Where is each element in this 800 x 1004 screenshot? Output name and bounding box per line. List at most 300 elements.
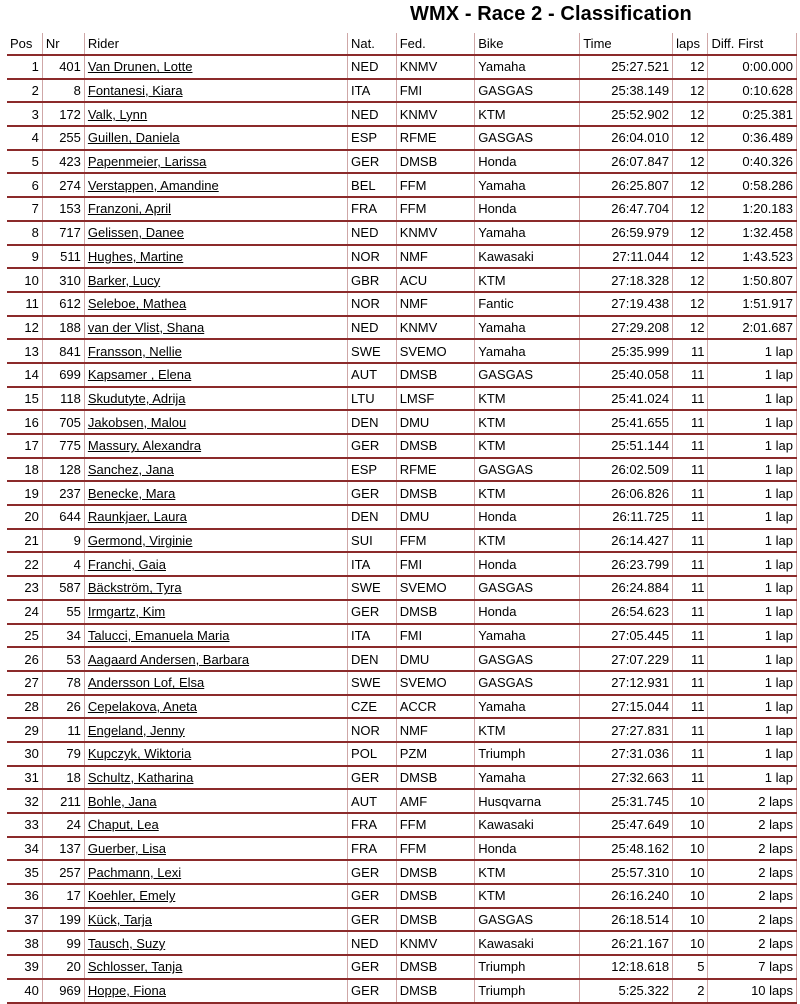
- cell-diff: 2 laps: [708, 813, 797, 837]
- cell-laps: 12: [673, 268, 708, 292]
- cell-nr: 118: [42, 387, 84, 411]
- cell-laps: 12: [673, 150, 708, 174]
- cell-pos: 24: [7, 600, 42, 624]
- cell-bike: KTM: [475, 860, 580, 884]
- cell-bike: Yamaha: [475, 766, 580, 790]
- cell-nr: 17: [42, 884, 84, 908]
- cell-bike: Honda: [475, 505, 580, 529]
- cell-diff: 1:32.458: [708, 221, 797, 245]
- rider-link[interactable]: Bäckström, Tyra: [87, 580, 182, 596]
- cell-nat: NOR: [348, 292, 397, 316]
- cell-nat: GBR: [348, 268, 397, 292]
- cell-fed: DMSB: [396, 766, 475, 790]
- cell-diff: 1 lap: [708, 766, 797, 790]
- cell-laps: 5: [673, 955, 708, 979]
- cell-nr: 969: [42, 979, 84, 1003]
- cell-nr: 717: [42, 221, 84, 245]
- cell-fed: LMSF: [396, 387, 475, 411]
- cell-pos: 39: [7, 955, 42, 979]
- page-title: WMX - Race 2 - Classification: [410, 3, 692, 25]
- cell-diff: 1 lap: [708, 363, 797, 387]
- cell-laps: 10: [673, 884, 708, 908]
- cell-time: 12:18.618: [580, 955, 673, 979]
- cell-diff: 0:25.381: [708, 102, 797, 126]
- cell-nat: NED: [348, 931, 397, 955]
- cell-rider: [84, 363, 347, 387]
- cell-nat: NED: [348, 102, 397, 126]
- cell-time: 26:24.884: [580, 576, 673, 600]
- cell-fed: FFM: [396, 529, 475, 553]
- cell-nr: 257: [42, 860, 84, 884]
- cell-rider: [84, 126, 347, 150]
- cell-nat: ESP: [348, 458, 397, 482]
- cell-nat: SWE: [348, 339, 397, 363]
- table-row: [7, 458, 797, 482]
- rider-link[interactable]: Fransson, Nellie: [87, 343, 182, 359]
- cell-nat: SUI: [348, 529, 397, 553]
- cell-diff: 1:51.917: [708, 292, 797, 316]
- cell-fed: DMSB: [396, 600, 475, 624]
- cell-time: 26:06.826: [580, 481, 673, 505]
- cell-diff: 1 lap: [708, 481, 797, 505]
- cell-laps: 11: [673, 552, 708, 576]
- cell-bike: Kawasaki: [475, 931, 580, 955]
- cell-fed: FMI: [396, 79, 475, 103]
- cell-rider: [84, 221, 347, 245]
- table-row: [7, 292, 797, 316]
- rider-link[interactable]: Sanchez, Jana: [87, 462, 174, 478]
- cell-rider: [84, 245, 347, 269]
- cell-pos: 7: [7, 197, 42, 221]
- cell-nat: ITA: [348, 552, 397, 576]
- cell-rider: [84, 55, 347, 79]
- cell-bike: KTM: [475, 718, 580, 742]
- table-row: [7, 126, 797, 150]
- cell-laps: 12: [673, 126, 708, 150]
- cell-nat: ESP: [348, 126, 397, 150]
- cell-nat: BEL: [348, 173, 397, 197]
- cell-pos: 32: [7, 789, 42, 813]
- cell-time: 5:25.322: [580, 979, 673, 1003]
- cell-diff: 1 lap: [708, 576, 797, 600]
- cell-time: 27:18.328: [580, 268, 673, 292]
- cell-rider: [84, 102, 347, 126]
- cell-laps: 12: [673, 245, 708, 269]
- cell-nr: 237: [42, 481, 84, 505]
- cell-diff: 2 laps: [708, 931, 797, 955]
- cell-laps: 11: [673, 766, 708, 790]
- table-row: [7, 150, 797, 174]
- cell-rider: [84, 624, 347, 648]
- cell-nr: 153: [42, 197, 84, 221]
- cell-nat: NED: [348, 55, 397, 79]
- cell-pos: 17: [7, 434, 42, 458]
- cell-nat: GER: [348, 600, 397, 624]
- cell-bike: GASGAS: [475, 908, 580, 932]
- table-body: [7, 55, 797, 1003]
- rider-link[interactable]: Aagaard Andersen, Barbara: [87, 651, 250, 667]
- cell-pos: 25: [7, 624, 42, 648]
- cell-nat: GER: [348, 979, 397, 1003]
- cell-nr: 26: [42, 695, 84, 719]
- cell-nr: 612: [42, 292, 84, 316]
- cell-bike: Kawasaki: [475, 245, 580, 269]
- cell-nr: 401: [42, 55, 84, 79]
- cell-nr: 423: [42, 150, 84, 174]
- table-row: [7, 339, 797, 363]
- column-header-rider: Rider: [84, 33, 347, 55]
- cell-rider: [84, 884, 347, 908]
- cell-diff: 1 lap: [708, 387, 797, 411]
- cell-fed: FFM: [396, 813, 475, 837]
- page-header: [0, 0, 800, 30]
- cell-pos: 8: [7, 221, 42, 245]
- table-row: [7, 316, 797, 340]
- cell-nat: SWE: [348, 671, 397, 695]
- cell-rider: [84, 505, 347, 529]
- cell-diff: 1 lap: [708, 458, 797, 482]
- rider-link[interactable]: Koehler, Emely: [87, 888, 176, 904]
- cell-pos: 19: [7, 481, 42, 505]
- cell-rider: [84, 908, 347, 932]
- cell-nat: GER: [348, 434, 397, 458]
- cell-time: 25:48.162: [580, 837, 673, 861]
- rider-link[interactable]: Barker, Lucy: [87, 272, 161, 288]
- cell-bike: KTM: [475, 434, 580, 458]
- cell-nr: 24: [42, 813, 84, 837]
- table-row: [7, 884, 797, 908]
- cell-laps: 11: [673, 742, 708, 766]
- cell-pos: 21: [7, 529, 42, 553]
- rider-link[interactable]: Hughes, Martine: [87, 248, 184, 264]
- cell-rider: [84, 742, 347, 766]
- cell-nat: DEN: [348, 505, 397, 529]
- cell-time: 27:12.931: [580, 671, 673, 695]
- table-row: [7, 718, 797, 742]
- rider-link[interactable]: Germond, Virginie: [87, 533, 193, 549]
- rider-link[interactable]: Hoppe, Fiona: [87, 983, 166, 999]
- cell-laps: 10: [673, 908, 708, 932]
- cell-nr: 9: [42, 529, 84, 553]
- table-row: [7, 363, 797, 387]
- cell-time: 25:47.649: [580, 813, 673, 837]
- table-row: [7, 647, 797, 671]
- cell-diff: 2 laps: [708, 789, 797, 813]
- rider-link[interactable]: Gelissen, Danee: [87, 225, 185, 241]
- cell-pos: 13: [7, 339, 42, 363]
- cell-rider: [84, 458, 347, 482]
- rider-link[interactable]: Valk, Lynn: [87, 106, 148, 122]
- column-header-fed: Fed.: [396, 33, 475, 55]
- rider-link[interactable]: Raunkjaer, Laura: [87, 509, 187, 525]
- cell-time: 27:27.831: [580, 718, 673, 742]
- cell-rider: [84, 79, 347, 103]
- cell-nr: 172: [42, 102, 84, 126]
- table-row: [7, 245, 797, 269]
- cell-rider: [84, 647, 347, 671]
- cell-nr: 199: [42, 908, 84, 932]
- table-row: [7, 410, 797, 434]
- cell-pos: 34: [7, 837, 42, 861]
- rider-link[interactable]: Massury, Alexandra: [87, 438, 202, 454]
- cell-rider: [84, 718, 347, 742]
- cell-diff: 1 lap: [708, 718, 797, 742]
- rider-link[interactable]: Chaput, Lea: [87, 817, 159, 833]
- cell-laps: 11: [673, 363, 708, 387]
- rider-link[interactable]: Pachmann, Lexi: [87, 864, 182, 880]
- cell-laps: 12: [673, 102, 708, 126]
- cell-diff: 10 laps: [708, 979, 797, 1003]
- cell-time: 26:07.847: [580, 150, 673, 174]
- cell-time: 27:19.438: [580, 292, 673, 316]
- cell-bike: Fantic: [475, 292, 580, 316]
- table-row: [7, 55, 797, 79]
- table-row: [7, 742, 797, 766]
- cell-pos: 15: [7, 387, 42, 411]
- cell-diff: 1 lap: [708, 624, 797, 648]
- cell-fed: DMSB: [396, 884, 475, 908]
- cell-laps: 11: [673, 600, 708, 624]
- cell-nr: 8: [42, 79, 84, 103]
- cell-diff: 0:00.000: [708, 55, 797, 79]
- cell-fed: DMSB: [396, 481, 475, 505]
- cell-bike: Honda: [475, 150, 580, 174]
- cell-pos: 6: [7, 173, 42, 197]
- cell-fed: KNMV: [396, 316, 475, 340]
- cell-diff: 1:20.183: [708, 197, 797, 221]
- cell-nat: AUT: [348, 363, 397, 387]
- cell-rider: [84, 481, 347, 505]
- table-row: [7, 102, 797, 126]
- cell-laps: 2: [673, 979, 708, 1003]
- cell-time: 25:51.144: [580, 434, 673, 458]
- rider-link[interactable]: Irmgartz, Kim: [87, 604, 166, 620]
- rider-link[interactable]: Kupczyk, Wiktoria: [87, 746, 192, 762]
- cell-nr: 128: [42, 458, 84, 482]
- cell-diff: 1 lap: [708, 647, 797, 671]
- cell-bike: KTM: [475, 410, 580, 434]
- rider-link[interactable]: Jakobsen, Malou: [87, 414, 187, 430]
- rider-link[interactable]: Engeland, Jenny: [87, 722, 185, 738]
- column-header-bike: Bike: [475, 33, 580, 55]
- rider-link[interactable]: Papenmeier, Larissa: [87, 154, 207, 170]
- rider-link[interactable]: Andersson Lof, Elsa: [87, 675, 205, 691]
- cell-time: 25:38.149: [580, 79, 673, 103]
- cell-pos: 9: [7, 245, 42, 269]
- cell-time: 26:14.427: [580, 529, 673, 553]
- cell-pos: 11: [7, 292, 42, 316]
- cell-rider: [84, 789, 347, 813]
- cell-pos: 4: [7, 126, 42, 150]
- column-header-nat: Nat.: [348, 33, 397, 55]
- cell-time: 26:16.240: [580, 884, 673, 908]
- cell-fed: RFME: [396, 458, 475, 482]
- cell-nr: 587: [42, 576, 84, 600]
- cell-diff: 2 laps: [708, 884, 797, 908]
- cell-pos: 40: [7, 979, 42, 1003]
- cell-nat: GER: [348, 884, 397, 908]
- cell-laps: 11: [673, 434, 708, 458]
- cell-rider: [84, 552, 347, 576]
- rider-link[interactable]: Schlosser, Tanja: [87, 959, 183, 975]
- cell-nr: 644: [42, 505, 84, 529]
- cell-pos: 30: [7, 742, 42, 766]
- table-row: [7, 860, 797, 884]
- cell-nat: LTU: [348, 387, 397, 411]
- cell-nat: GER: [348, 766, 397, 790]
- cell-nat: ITA: [348, 79, 397, 103]
- rider-link[interactable]: Verstappen, Amandine: [87, 177, 219, 193]
- cell-bike: GASGAS: [475, 647, 580, 671]
- rider-link[interactable]: Cepelakova, Aneta: [87, 698, 198, 714]
- cell-time: 27:29.208: [580, 316, 673, 340]
- rider-link[interactable]: Kück, Tarja: [87, 912, 152, 928]
- cell-time: 26:02.509: [580, 458, 673, 482]
- rider-link[interactable]: Fontanesi, Kiara: [87, 83, 183, 99]
- table-row: [7, 931, 797, 955]
- cell-bike: Yamaha: [475, 624, 580, 648]
- rider-link[interactable]: Schultz, Katharina: [87, 769, 194, 785]
- cell-nr: 34: [42, 624, 84, 648]
- rider-link[interactable]: van der Vlist, Shana: [87, 319, 205, 335]
- cell-laps: 11: [673, 695, 708, 719]
- cell-bike: Triumph: [475, 979, 580, 1003]
- cell-nr: 78: [42, 671, 84, 695]
- cell-bike: KTM: [475, 529, 580, 553]
- cell-bike: KTM: [475, 884, 580, 908]
- table-row: [7, 837, 797, 861]
- rider-link[interactable]: Franchi, Gaia: [87, 556, 166, 572]
- cell-bike: Husqvarna: [475, 789, 580, 813]
- cell-fed: FFM: [396, 173, 475, 197]
- cell-nr: 188: [42, 316, 84, 340]
- table-row: [7, 552, 797, 576]
- cell-nat: GER: [348, 908, 397, 932]
- table-row: [7, 434, 797, 458]
- cell-fed: RFME: [396, 126, 475, 150]
- rider-link[interactable]: Skudutyte, Adrija: [87, 390, 186, 406]
- cell-nat: GER: [348, 860, 397, 884]
- cell-pos: 27: [7, 671, 42, 695]
- cell-nat: GER: [348, 481, 397, 505]
- cell-fed: KNMV: [396, 102, 475, 126]
- cell-bike: Yamaha: [475, 695, 580, 719]
- cell-time: 26:23.799: [580, 552, 673, 576]
- cell-nr: 274: [42, 173, 84, 197]
- rider-link[interactable]: Franzoni, April: [87, 201, 171, 217]
- cell-nat: NOR: [348, 718, 397, 742]
- table-row: [7, 695, 797, 719]
- cell-laps: 10: [673, 860, 708, 884]
- cell-rider: [84, 268, 347, 292]
- cell-nat: NED: [348, 221, 397, 245]
- cell-rider: [84, 292, 347, 316]
- table-row: [7, 600, 797, 624]
- rider-link[interactable]: Tausch, Suzy: [87, 935, 166, 951]
- cell-diff: 1:43.523: [708, 245, 797, 269]
- cell-bike: KTM: [475, 481, 580, 505]
- cell-bike: GASGAS: [475, 576, 580, 600]
- rider-link[interactable]: Guillen, Daniela: [87, 130, 180, 146]
- cell-nr: 255: [42, 126, 84, 150]
- cell-bike: Honda: [475, 197, 580, 221]
- cell-diff: 7 laps: [708, 955, 797, 979]
- rider-link[interactable]: Kapsamer , Elena: [87, 367, 192, 383]
- cell-bike: KTM: [475, 268, 580, 292]
- table-header: [7, 33, 797, 55]
- cell-rider: [84, 173, 347, 197]
- cell-nat: FRA: [348, 837, 397, 861]
- rider-link[interactable]: Talucci, Emanuela Maria: [87, 627, 230, 643]
- cell-laps: 11: [673, 576, 708, 600]
- cell-bike: Yamaha: [475, 339, 580, 363]
- cell-fed: FFM: [396, 197, 475, 221]
- cell-diff: 2 laps: [708, 837, 797, 861]
- cell-nat: AUT: [348, 789, 397, 813]
- cell-time: 26:25.807: [580, 173, 673, 197]
- cell-bike: GASGAS: [475, 126, 580, 150]
- cell-nr: 53: [42, 647, 84, 671]
- cell-bike: Triumph: [475, 742, 580, 766]
- cell-time: 25:35.999: [580, 339, 673, 363]
- cell-nr: 211: [42, 789, 84, 813]
- cell-time: 26:18.514: [580, 908, 673, 932]
- rider-link[interactable]: Benecke, Mara: [87, 485, 176, 501]
- cell-fed: PZM: [396, 742, 475, 766]
- cell-fed: FMI: [396, 624, 475, 648]
- cell-fed: DMSB: [396, 955, 475, 979]
- table-row: [7, 789, 797, 813]
- column-header-nr: Nr: [42, 33, 84, 55]
- cell-nr: 775: [42, 434, 84, 458]
- cell-time: 25:57.310: [580, 860, 673, 884]
- cell-laps: 11: [673, 410, 708, 434]
- cell-time: 27:32.663: [580, 766, 673, 790]
- header-row: [7, 33, 797, 55]
- cell-nr: 310: [42, 268, 84, 292]
- rider-link[interactable]: Bohle, Jana: [87, 793, 157, 809]
- cell-pos: 28: [7, 695, 42, 719]
- cell-laps: 11: [673, 647, 708, 671]
- cell-nat: ITA: [348, 624, 397, 648]
- cell-laps: 12: [673, 292, 708, 316]
- cell-diff: 1:50.807: [708, 268, 797, 292]
- cell-fed: KNMV: [396, 55, 475, 79]
- cell-nat: CZE: [348, 695, 397, 719]
- cell-laps: 12: [673, 173, 708, 197]
- cell-diff: 1 lap: [708, 339, 797, 363]
- cell-rider: [84, 837, 347, 861]
- cell-nr: 699: [42, 363, 84, 387]
- cell-pos: 2: [7, 79, 42, 103]
- table-row: [7, 529, 797, 553]
- cell-laps: 12: [673, 197, 708, 221]
- cell-laps: 11: [673, 387, 708, 411]
- cell-pos: 31: [7, 766, 42, 790]
- column-header-pos: Pos: [7, 33, 42, 55]
- cell-pos: 37: [7, 908, 42, 932]
- cell-rider: [84, 671, 347, 695]
- rider-link[interactable]: Guerber, Lisa: [87, 841, 166, 857]
- cell-time: 26:59.979: [580, 221, 673, 245]
- cell-nat: POL: [348, 742, 397, 766]
- rider-link[interactable]: Seleboe, Mathea: [87, 296, 187, 312]
- table-row: [7, 624, 797, 648]
- cell-diff: 0:10.628: [708, 79, 797, 103]
- cell-laps: 11: [673, 339, 708, 363]
- rider-link[interactable]: Van Drunen, Lotte: [87, 59, 193, 75]
- cell-rider: [84, 410, 347, 434]
